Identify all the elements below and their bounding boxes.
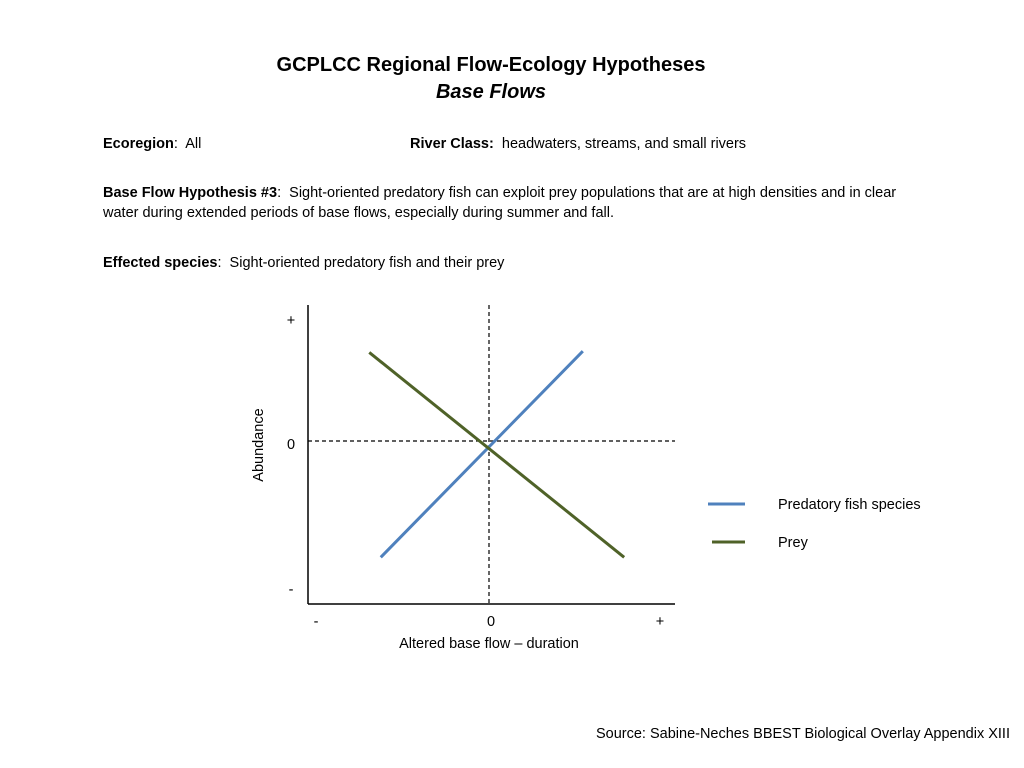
page-title: GCPLCC Regional Flow-Ecology Hypotheses	[276, 54, 706, 76]
y-axis-title: Abundance	[251, 408, 267, 482]
y-tick-label: 0	[286, 437, 296, 453]
river-class-value: headwaters, streams, and small rivers	[501, 136, 747, 152]
y-tick-label: -	[288, 582, 294, 598]
y-tick-label: +	[286, 313, 296, 329]
legend-label: Predatory fish species	[778, 497, 921, 513]
hypothesis-label: Base Flow Hypothesis #3	[103, 185, 278, 201]
source-citation: Source: Sabine-Neches BBEST Biological Overlay Appendix XIII	[595, 726, 1010, 742]
species-text: Sight-oriented predatory fish and their prey	[229, 255, 505, 271]
x-axis-title: Altered base flow – duration	[399, 636, 579, 652]
species-label: Effected species	[103, 255, 218, 271]
x-tick-label: -	[313, 614, 319, 630]
hypothesis-text: Sight-oriented predatory fish can exploit prey populations that are at high densities and in clear water during extended periods of base flows, especially during summer and fall.	[103, 185, 897, 221]
page-subtitle: Base Flows	[435, 81, 547, 103]
series-line-prey	[369, 352, 624, 557]
ecoregion-label: Ecoregion	[103, 136, 174, 152]
x-tick-label: 0	[486, 614, 496, 630]
species-row: Effected species: Sight-oriented predatory fish and their prey	[103, 255, 505, 271]
ecoregion-value: All	[185, 136, 202, 152]
series-line-predatory-fish	[381, 351, 583, 557]
river-class-label: River Class:	[410, 136, 494, 152]
ecoregion-row: Ecoregion: All	[103, 136, 202, 152]
x-tick-label: +	[655, 614, 665, 630]
legend-label: Prey	[778, 535, 808, 551]
hypothesis-row: Base Flow Hypothesis #3: Sight-oriented predatory fish can exploit prey populations that are at high densities and in clear water during extended periods of base flows, especially during summer and fall.	[103, 185, 897, 221]
